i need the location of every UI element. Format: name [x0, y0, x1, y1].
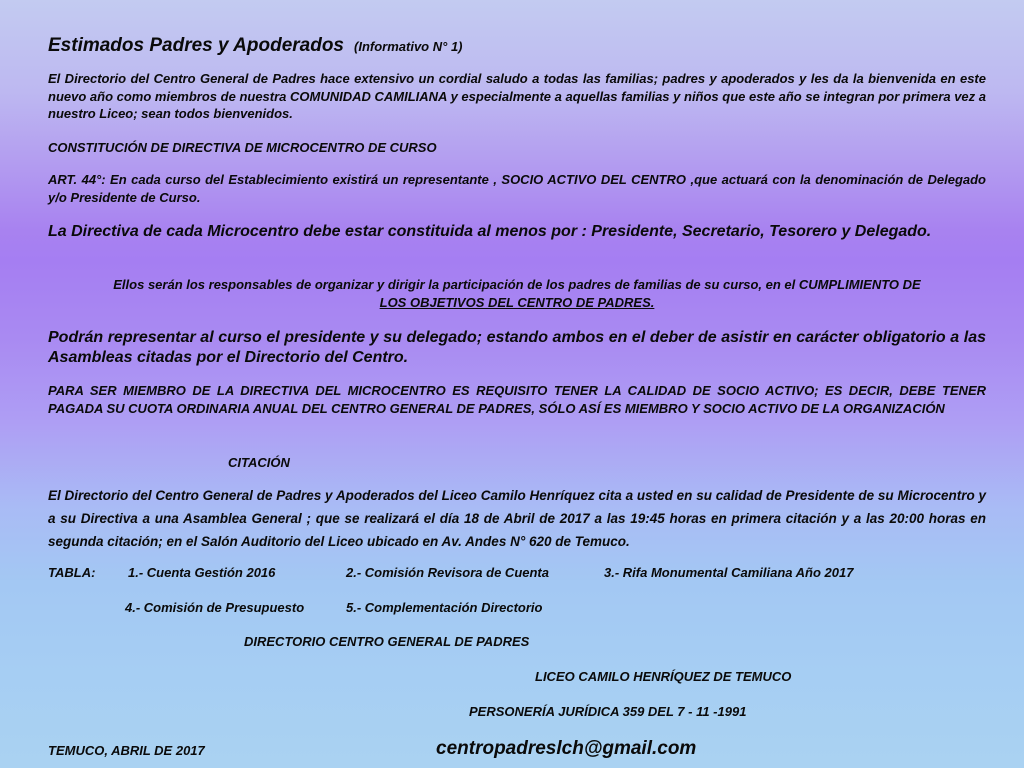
signature-line2: LICEO CAMILO HENRÍQUEZ DE TEMUCO: [535, 669, 792, 684]
tabla-item: 1.- Cuenta Gestión 2016: [128, 565, 276, 580]
signature-line3: PERSONERÍA JURÍDICA 359 DEL 7 - 11 -1991: [469, 704, 747, 719]
art44-paragraph: ART. 44°: En cada curso del Establecimiento existirá un representante , SOCIO ACTIVO DEL CENTRO ,que actuará con la denominación de Delegado y/o Presidente de Curso.: [48, 172, 986, 205]
signature-line1: DIRECTORIO CENTRO GENERAL DE PADRES: [244, 634, 530, 649]
responsables-line1: Ellos serán los responsables de organizar y dirigir la participación de los padres de familias de su curso, en el CUMPLIMIENTO DE: [113, 277, 921, 292]
footer-place-date: TEMUCO, ABRIL DE 2017: [48, 743, 205, 758]
tabla-item: 4.- Comisión de Presupuesto: [125, 600, 305, 615]
citacion-heading: CITACIÓN: [228, 455, 290, 470]
podran-paragraph: Podrán representar al curso el presidente y su delegado; estando ambos en el deber de asistir en carácter obligatorio a las Asambleas citadas por el Directorio del Centro.: [48, 329, 986, 366]
section-heading-constitucion: CONSTITUCIÓN DE DIRECTIVA DE MICROCENTRO DE CURSO: [48, 140, 437, 155]
responsables-line2: LOS OBJETIVOS DEL CENTRO DE PADRES.: [379, 294, 655, 310]
footer-email[interactable]: centropadreslch@gmail.com: [436, 738, 697, 759]
requisito-paragraph: PARA SER MIEMBRO DE LA DIRECTIVA DEL MICROCENTRO ES REQUISITO TENER LA CALIDAD DE SOCIO ACTIVO; ES DECIR, DEBE TENER PAGADA SU CUOTA ORDINARIA ANUAL DEL CENTRO GENERAL DE PADRES, SÓLO ASÍ ES MIEMBRO Y SOCIO ACTIVO DE LA ORGANIZACIÓN: [48, 383, 986, 416]
subtitle-text: (Informativo N° 1): [354, 39, 463, 54]
title-text: Estimados Padres y Apoderados: [48, 35, 345, 56]
greeting-paragraph: El Directorio del Centro General de Padres hace extensivo un cordial saludo a todas las familias; padres y apoderados y les da la bienvenida en este nuevo año como miembros de nuestra COMUNIDAD CAMILIANA y especialmente a aquellas familias y niños que este año se integran por primera vez a nuestro Liceo; sean todos bienvenidos.: [48, 71, 986, 121]
responsables-paragraph: [48, 276, 986, 311]
page-title: [48, 36, 463, 55]
citacion-paragraph: El Directorio del Centro General de Padres y Apoderados del Liceo Camilo Henríquez cita a usted en su calidad de Presidente de su Microcentro y a su Directiva a una Asamblea General ; que se realizará el día 18 de Abril de 2017 a las 19:45 horas en primera citación y a las 20:00 horas en segunda citación; en el Salón Auditorio del Liceo ubicado en Av. Andes N° 620 de Temuco.: [48, 488, 986, 549]
tabla-label: TABLA:: [48, 565, 96, 580]
tabla-item: 2.- Comisión Revisora de Cuenta: [346, 565, 549, 580]
tabla-item: 5.- Complementación Directorio: [346, 600, 543, 615]
directiva-paragraph: La Directiva de cada Microcentro debe estar constituida al menos por : Presidente, Secretario, Tesorero y Delegado.: [48, 223, 932, 240]
tabla-item: 3.- Rifa Monumental Camiliana Año 2017: [604, 565, 854, 580]
